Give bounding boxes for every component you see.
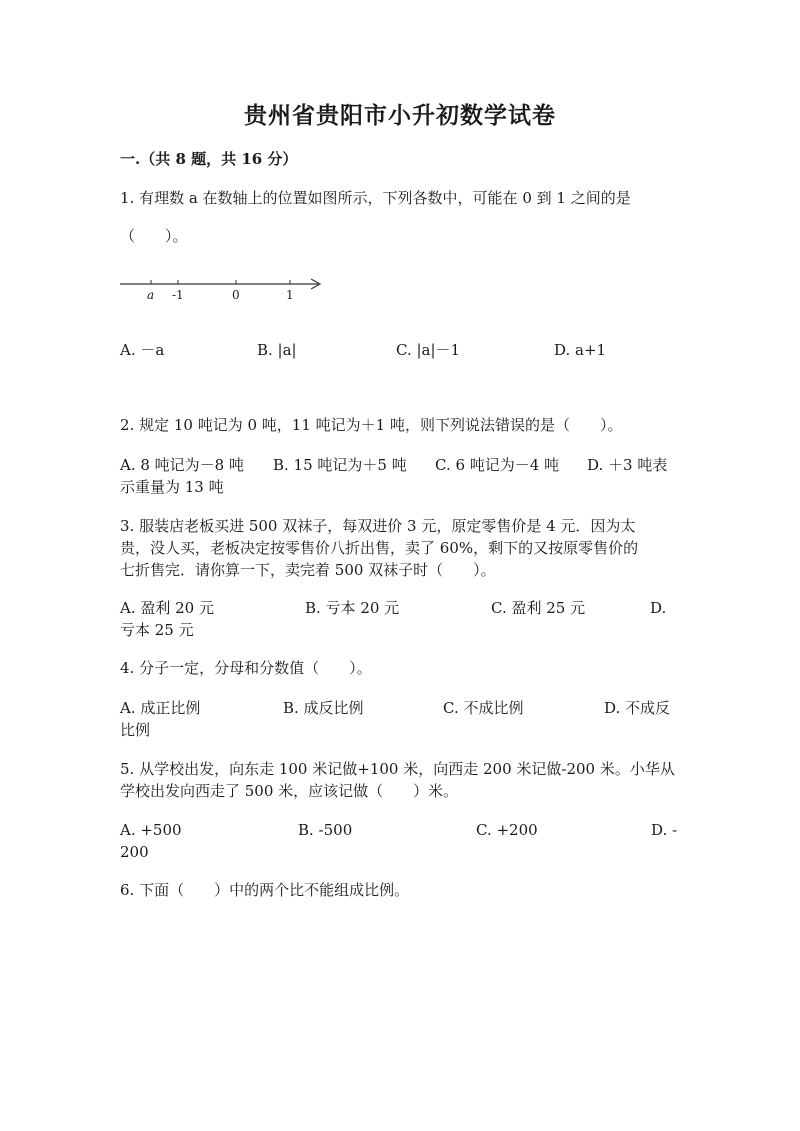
question-2-option-d: D. ＋3 吨表: [587, 456, 668, 474]
number-line-label-0: 0: [232, 288, 240, 302]
question-2-text: 2. 规定 10 吨记为 0 吨，11 吨记为＋1 吨，则下列说法错误的是（ ）。: [120, 416, 623, 434]
question-1-option-d: D. a+1: [554, 341, 607, 359]
question-6-text: 6. 下面（ ）中的两个比不能组成比例。: [120, 881, 410, 899]
question-3-option-b: B. 亏本 20 元: [305, 599, 400, 617]
question-2-option-b: B. 15 吨记为＋5 吨: [273, 456, 407, 474]
section-header: 一.（共 8 题，共 16 分）: [120, 150, 298, 168]
question-5-line-1: 5. 从学校出发，向东走 100 米记做+100 米，向西走 200 米记做-200 米。小华从: [120, 760, 675, 778]
question-4-text: 4. 分子一定，分母和分数值（ ）。: [120, 659, 372, 677]
question-1-text: 1. 有理数 a 在数轴上的位置如图所示，下列各数中，可能在 0 到 1 之间的是: [120, 189, 631, 207]
question-2-option-a: A. 8 吨记为－8 吨: [120, 456, 244, 474]
question-5-option-d: D. -: [651, 821, 678, 839]
question-3-line-3: 七折售完．请你算一下，卖完着 500 双袜子时（ ）。: [120, 561, 496, 579]
question-5-option-b: B. -500: [298, 821, 353, 839]
question-3-option-d-continued: 亏本 25 元: [120, 621, 194, 639]
question-4-option-a: A. 成正比例: [120, 699, 201, 717]
question-3-option-a: A. 盈利 20 元: [120, 599, 214, 617]
exam-title: 贵州省贵阳市小升初数学试卷: [244, 102, 556, 129]
question-4-option-d-continued: 比例: [120, 721, 151, 739]
question-1-option-a: A. －a: [120, 341, 165, 359]
number-line-figure: [115, 273, 330, 309]
question-3-option-c: C. 盈利 25 元: [491, 599, 586, 617]
question-5-option-a: A. +500: [120, 821, 182, 839]
question-1-blank: （ ）。: [120, 227, 188, 245]
question-3-line-2: 贵，没人买，老板决定按零售价八折出售，卖了 60%，剩下的又按原零售价的: [120, 539, 639, 557]
question-4-option-c: C. 不成比例: [443, 699, 524, 717]
question-4-option-d: D. 不成反: [604, 699, 671, 717]
number-line-label-1: 1: [286, 288, 294, 302]
question-2-option-d-continued: 示重量为 13 吨: [120, 478, 224, 496]
question-1-option-b: B. |a|: [257, 341, 297, 359]
question-5-line-2: 学校出发向西走了 500 米，应该记做（ ）米。: [120, 782, 459, 800]
question-3-line-1: 3. 服装店老板买进 500 双袜子，每双进价 3 元，原定零售价是 4 元．因为太: [120, 517, 636, 535]
question-1-option-c: C. |a|－1: [396, 341, 461, 359]
number-line-label-neg1: -1: [172, 288, 184, 302]
question-5-option-d-continued: 200: [120, 843, 149, 861]
number-line-label-a: a: [147, 288, 155, 302]
question-2-option-c: C. 6 吨记为－4 吨: [435, 456, 560, 474]
question-4-option-b: B. 成反比例: [283, 699, 364, 717]
question-5-option-c: C. +200: [476, 821, 538, 839]
question-3-option-d: D.: [650, 599, 667, 617]
